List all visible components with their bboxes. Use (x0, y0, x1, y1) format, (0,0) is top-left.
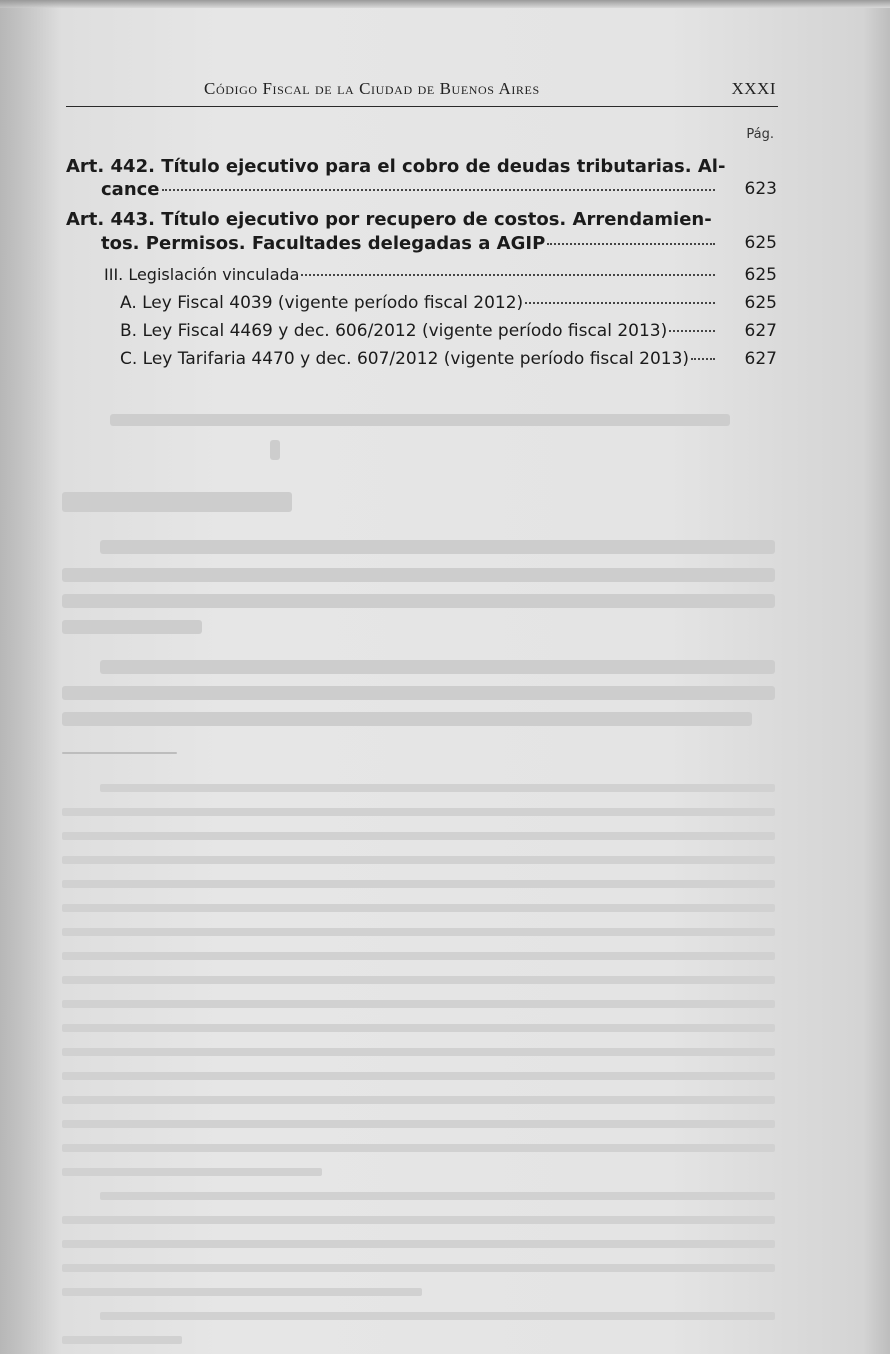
toc-entry-art-443-line2: tos. Permisos. Facultades delegadas a AGIP (101, 233, 546, 254)
toc-entry-art-442-line1: Art. 442. Título ejecutivo para el cobro de deudas tributarias. Al- (66, 156, 726, 177)
toc-entry-art-443-line1: Art. 443. Título ejecutivo por recupero de costos. Arrendamien- (66, 209, 712, 230)
toc-entry-page: 625 (744, 233, 777, 253)
page-top-edge (0, 0, 890, 8)
toc-entry-page: 625 (744, 293, 777, 313)
running-header (66, 78, 778, 107)
toc-subentry-text: III. Legislación vinculada (104, 265, 300, 284)
toc-subentry-text: A. Ley Fiscal 4039 (vigente período fiscal 2012) (120, 293, 524, 313)
bleed-through-text (0, 380, 890, 1354)
toc-entry-page: 625 (744, 265, 777, 285)
dot-leader (669, 330, 715, 332)
toc-entry-art-442-line2: cance (101, 179, 160, 200)
toc-entry-art-443 (101, 233, 777, 259)
dot-leader (162, 189, 715, 191)
dot-leader (525, 302, 715, 304)
toc-entry-page: 627 (744, 349, 777, 369)
toc-subentry-ley-4470 (120, 349, 777, 375)
page-column-label: Pág. (746, 127, 774, 142)
running-header-title: Código Fiscal de la Ciudad de Buenos Aires (204, 79, 540, 98)
toc-entry-art-442 (101, 179, 777, 205)
toc-subentry-text: C. Ley Tarifaria 4470 y dec. 607/2012 (vigente período fiscal 2013) (120, 349, 690, 369)
toc-entry-page: 627 (744, 321, 777, 341)
dot-leader (301, 274, 715, 276)
dot-leader (547, 243, 715, 245)
toc-subentry-ley-4039 (120, 293, 777, 319)
toc-entry-page: 623 (744, 179, 777, 199)
page-number: XXXI (731, 79, 776, 98)
dot-leader (691, 358, 715, 360)
toc-subentry-text: B. Ley Fiscal 4469 y dec. 606/2012 (vigente período fiscal 2013) (120, 321, 668, 341)
toc-subentry-legislacion (104, 265, 777, 291)
toc-subentry-ley-4469 (120, 321, 777, 347)
